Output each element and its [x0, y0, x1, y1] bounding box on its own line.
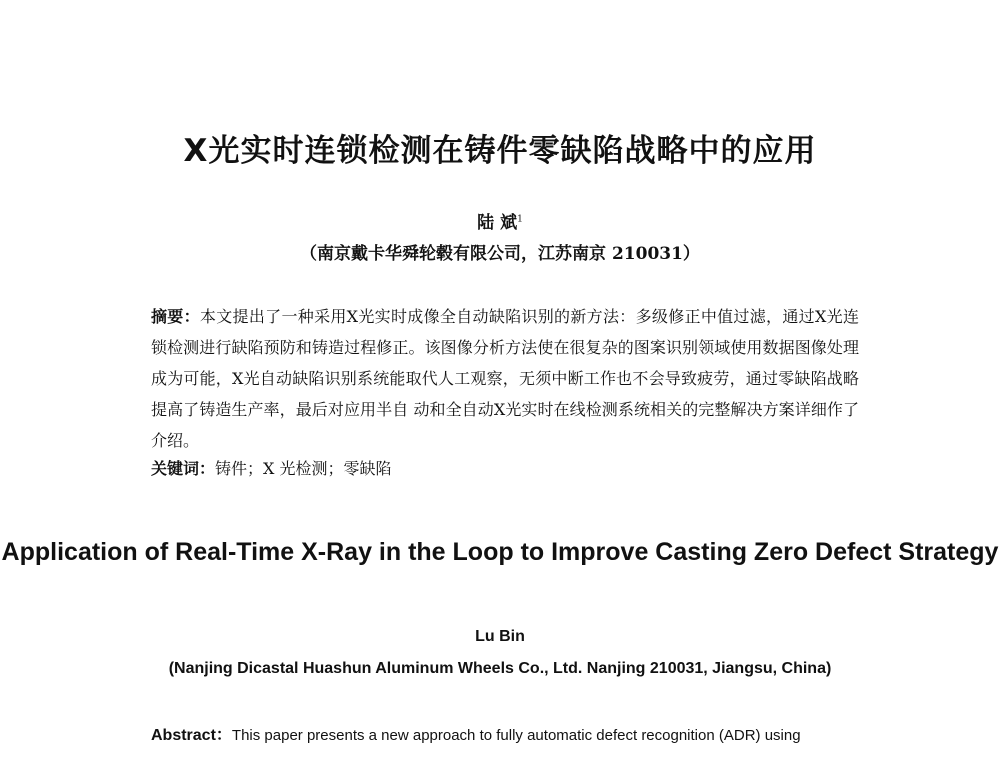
chinese-title: X光实时连锁检测在铸件零缺陷战略中的应用 — [183, 133, 817, 169]
chinese-keywords-text: 铸件；X 光检测；零缺陷 — [215, 459, 392, 478]
english-abstract — [151, 722, 851, 750]
chinese-author — [0, 208, 1000, 233]
chinese-keywords — [151, 457, 859, 481]
chinese-abstract-label: 摘要： — [151, 307, 200, 326]
english-abstract-text: This paper presents a new approach to fully automatic defect recognition (ADR) using — [231, 727, 801, 744]
english-author: Lu Bin — [475, 628, 525, 645]
chinese-abstract-text: 本文提出了一种采用X光实时成像全自动缺陷识别的新方法：多级修正中值过滤，通过X光连锁检测进行缺陷预防和铸造过程修正。该图像分析方法使在很复杂的图案识别领域使用数据图像处理成为可能，X光自动缺陷识别系统能取代人工观察，无须中断工作也不会导致疲劳，通过零缺陷战略提高了铸造生产率，最后对应用半自 动和全自动X光实时在线检测系统相关的完整解决方案详细作了介绍。 — [151, 307, 859, 450]
english-affiliation: (Nanjing Dicastal Huashun Aluminum Wheels Co., Ltd. Nanjing 210031, Jiangsu, China) — [168, 660, 832, 677]
english-abstract-label: Abstract： — [151, 727, 232, 744]
chinese-abstract — [151, 301, 859, 456]
english-title: Application of Real-Time X-Ray in the Loop to Improve Casting Zero Defect Strategy — [1, 538, 999, 566]
chinese-affiliation: （南京戴卡华舜轮毂有限公司，江苏南京 210031） — [300, 244, 700, 264]
chinese-keywords-label: 关键词： — [151, 459, 216, 478]
author-superscript: 1 — [517, 214, 523, 225]
chinese-author-name: 陆 斌 — [477, 213, 518, 233]
